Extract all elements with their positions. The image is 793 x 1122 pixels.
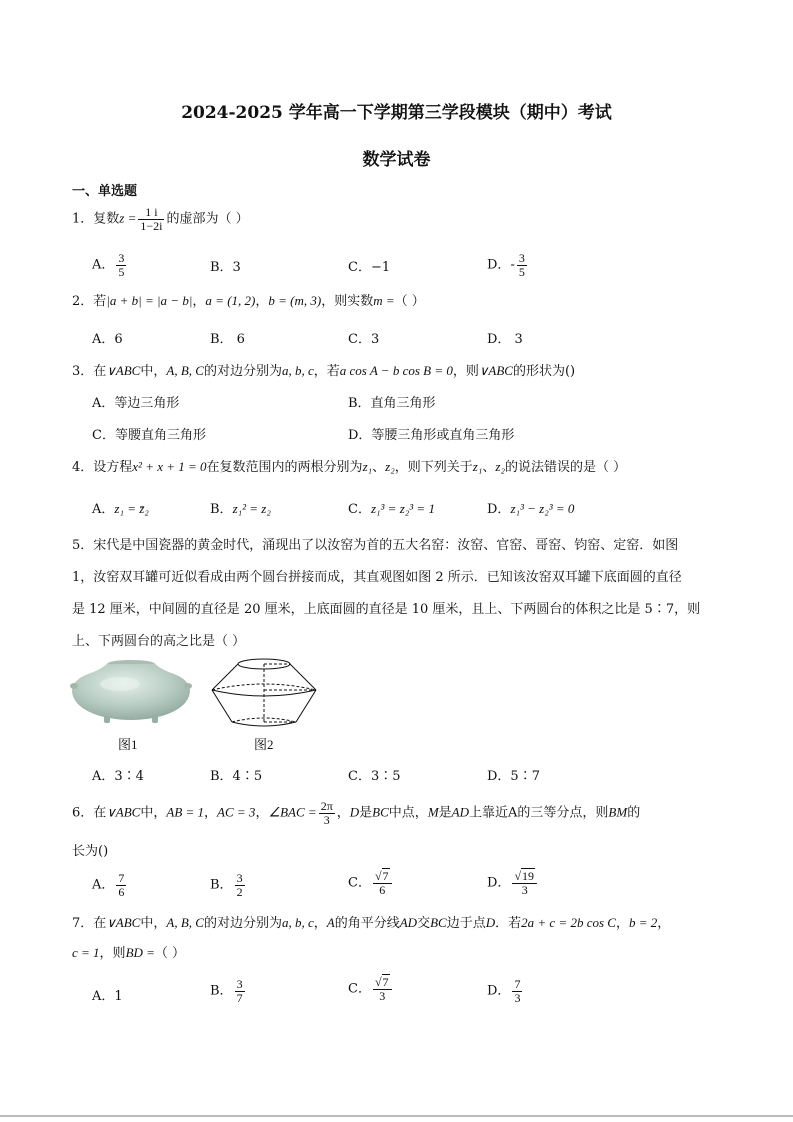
q2-vector-a: a = (1, 2): [205, 293, 256, 308]
radicand: 7: [382, 869, 389, 883]
page-bottom-divider: [0, 1115, 793, 1117]
q1-z: z =: [119, 210, 137, 226]
question-7: [72, 912, 670, 931]
q6-triangle: ∨ABC: [106, 804, 141, 820]
option-label: B．: [210, 983, 233, 999]
q7-triangle: ∨ABC: [106, 915, 141, 930]
q7-a: A: [326, 915, 335, 930]
numerator-root: √7: [373, 870, 392, 884]
q1-denominator: 1−2i: [140, 218, 163, 233]
q3-text: 的对边分别为: [203, 364, 282, 379]
q7-option-d[interactable]: [487, 978, 524, 1004]
q6-d-fraction: [512, 870, 537, 896]
section-heading: 一、单选题: [72, 184, 138, 199]
q4-text: ，则下列关于: [394, 460, 473, 475]
q6-text: 的: [627, 805, 641, 821]
option-math: z₁² = z₂: [232, 501, 271, 516]
numerator: 3: [518, 251, 525, 265]
q1-suffix: 的虚部为（ ）: [166, 211, 249, 227]
q5-option-b[interactable]: B．4∶5: [210, 769, 263, 784]
q4-z2: z₂: [495, 459, 505, 474]
q7-text: 交: [417, 916, 431, 931]
q1-option-d[interactable]: [487, 252, 529, 278]
numerator: 3: [236, 871, 243, 885]
q1-numerator: 1 i: [138, 206, 164, 220]
q1-option-b[interactable]: B．3: [210, 260, 241, 275]
q2-sep: ，: [255, 294, 269, 309]
q6-sep: ，: [336, 805, 350, 821]
q7-bc: BC: [430, 915, 447, 930]
q7-text: 中，: [140, 916, 167, 931]
question-6: [72, 800, 640, 826]
q6-text: 上靠近A的三等分点，则: [469, 805, 609, 821]
q7-sides: a, b, c: [281, 915, 314, 930]
q4-sep: 、: [482, 460, 496, 475]
minus-sign: -: [510, 257, 515, 273]
q7-b: b = 2: [628, 915, 658, 930]
denominator: 3: [379, 988, 386, 1003]
q2-expression: |a + b| = |a − b|: [106, 293, 193, 308]
q6-option-a[interactable]: [92, 872, 128, 898]
q3-text: 中，: [140, 364, 167, 379]
q6-angle-fraction: [319, 800, 335, 826]
q6-bm: BM: [608, 804, 628, 820]
q7-b-fraction: [235, 978, 245, 1004]
q6-a-fraction: [116, 872, 126, 898]
denominator: 5: [518, 264, 525, 279]
q4-prefix: 4．设方程: [72, 460, 133, 475]
q2-prefix: 2．若: [72, 294, 107, 309]
q2-option-c[interactable]: C．3: [348, 332, 380, 347]
q6-prefix: 6．在: [72, 805, 107, 821]
q3-text: ，若: [313, 364, 340, 379]
denominator: 5: [118, 264, 125, 279]
q4-option-a[interactable]: [92, 498, 149, 517]
denominator: 2: [236, 884, 243, 899]
denominator: 6: [379, 882, 386, 897]
denominator: 3: [521, 882, 528, 897]
q5-line-2: 1，汝窑双耳罐可近似看成由两个圆台拼接而成，其直观图如图 2 所示．已知该汝窑双耳罐下底面圆的直径: [72, 570, 682, 585]
q4-suffix: 的说法错误的是（ ）: [504, 460, 627, 475]
q4-option-c[interactable]: [348, 498, 435, 517]
option-label: D．: [487, 875, 511, 891]
q2-option-a[interactable]: A．6: [92, 332, 123, 347]
question-3: [72, 360, 575, 379]
option-label: A．: [92, 257, 115, 273]
q1-d-fraction: [517, 252, 527, 278]
numerator-root: √19: [512, 870, 537, 884]
q6-bc: BC: [372, 804, 389, 820]
q5-option-d[interactable]: D．5∶7: [487, 769, 540, 784]
option-label: D．: [487, 257, 511, 273]
q3-option-d[interactable]: D．等腰三角形或直角三角形: [348, 428, 515, 443]
denominator: 7: [236, 990, 243, 1005]
q4-z1: z₁: [362, 459, 373, 474]
q6-angle: ∠BAC =: [268, 804, 317, 820]
q4-text: 在复数范围内的两根分别为: [206, 460, 363, 475]
q4-option-b[interactable]: [210, 498, 271, 517]
figure-2-frustum-diagram: [210, 656, 318, 728]
q5-line-1: 5．宋代是中国瓷器的黄金时代，涌现出了以汝窑为首的五大名窑：汝窑、官窑、哥窑、钧窑、定窑．如图: [72, 538, 679, 553]
q3-prefix: 3．在: [72, 364, 107, 379]
q7-text: ．若: [495, 916, 522, 931]
option-math: z₁³ = z₂³ = 1: [370, 501, 435, 516]
q5-option-a[interactable]: A．3∶4: [92, 769, 144, 784]
option-label: D．: [487, 983, 511, 999]
question-4: [72, 456, 626, 475]
option-label: A．: [92, 877, 115, 893]
option-label: D．: [487, 502, 511, 517]
figure-2-caption: 图2: [254, 737, 274, 752]
q2-sep: ，: [192, 294, 206, 309]
q6-sep: ，: [255, 805, 269, 821]
option-math: z₁ = z̄₂: [114, 501, 149, 516]
numerator: 7: [118, 871, 125, 885]
q6-d: D: [349, 804, 360, 820]
q1-a-fraction: [116, 252, 126, 278]
q7-text: 边于点: [446, 916, 486, 931]
q7-sep: ，: [313, 916, 327, 931]
denominator: 3: [323, 812, 330, 827]
q6-text: 中，: [140, 805, 167, 821]
q3-triangle: ∨ABC: [106, 363, 141, 378]
q6-text: 中点，: [388, 805, 428, 821]
q7-ad: AD: [399, 915, 418, 930]
q3-triangle: ∨ABC: [478, 363, 513, 378]
q3-option-a[interactable]: A．等边三角形: [92, 396, 180, 411]
q1-fraction: [138, 206, 164, 232]
q7-text: 的对边分别为: [203, 916, 282, 931]
radicand: 19: [522, 869, 535, 883]
q7-angles: A, B, C: [166, 915, 204, 930]
q5-option-c[interactable]: C．3∶5: [348, 769, 401, 784]
q3-suffix: 的形状为(): [512, 364, 576, 379]
q6-option-d[interactable]: [487, 870, 539, 896]
q2-vector-b: b = (m, 3): [268, 293, 322, 308]
option-label: B．: [210, 877, 233, 893]
q6-ad: AD: [451, 804, 470, 820]
q7-d-fraction: [512, 978, 522, 1004]
q7-d: D: [485, 915, 496, 930]
q3-option-b[interactable]: B．直角三角形: [348, 396, 436, 411]
q7-text: ，则: [99, 946, 126, 961]
option-label: C．: [348, 981, 371, 997]
q6-ab: AB = 1: [166, 804, 205, 820]
numerator: 3: [236, 977, 243, 991]
q6-ac: AC = 3: [217, 804, 256, 820]
q4-z2: z₂: [385, 459, 395, 474]
q3-condition: a cos A − b cos B = 0: [339, 363, 453, 378]
q7-sep: ，: [657, 916, 671, 931]
q3-text: ，则: [452, 364, 479, 379]
figure-1-vase-image: [70, 656, 192, 724]
option-label: A．: [92, 502, 115, 517]
option-math: z₁³ − z₂³ = 0: [510, 501, 575, 516]
denominator: 3: [514, 990, 521, 1005]
q6-text: 是: [359, 805, 373, 821]
q3-option-c[interactable]: C．等腰直角三角形: [92, 428, 206, 443]
q3-sides: a, b, c: [281, 363, 314, 378]
q6-b-fraction: [235, 872, 245, 898]
q4-sep: 、: [372, 460, 386, 475]
question-1: [72, 206, 249, 232]
q6-c-fraction: [373, 870, 392, 896]
q7-prefix: 7．在: [72, 916, 107, 931]
q6-option-c[interactable]: [348, 870, 394, 896]
q4-equation: x² + x + 1 = 0: [132, 459, 207, 474]
q2-suffix: （ ）: [394, 294, 425, 309]
option-label: C．: [348, 502, 371, 517]
q7-sep: ，: [615, 916, 629, 931]
q7-suffix: （ ）: [154, 946, 186, 961]
q6-option-b[interactable]: [210, 872, 247, 898]
numerator-root: √7: [373, 976, 392, 990]
q7-c-fraction: [373, 976, 392, 1002]
question-5: [72, 530, 728, 658]
denominator: 6: [118, 884, 125, 899]
q1-option-a[interactable]: [92, 252, 128, 278]
q2-option-b[interactable]: B． 6: [210, 332, 245, 347]
figure-1-caption: 图1: [118, 737, 138, 752]
exam-title: 2024-2025 学年高一下学期第三学段模块（期中）考试: [181, 103, 612, 123]
q6-m: M: [427, 804, 439, 820]
option-label: C．: [348, 875, 371, 891]
numerator: 3: [118, 251, 125, 265]
q5-line-4: 上、下两圆台的高之比是（ ）: [72, 634, 246, 649]
q6-text: 是: [438, 805, 452, 821]
numerator: 2π: [320, 799, 333, 813]
q6-sep: ，: [204, 805, 218, 821]
q7-option-b[interactable]: [210, 978, 247, 1004]
q2-m: m =: [373, 293, 395, 308]
q7-option-a[interactable]: A．1: [92, 989, 123, 1004]
q7-bd: BD =: [125, 945, 155, 960]
q6-line-2: 长为(): [72, 844, 109, 859]
question-2: [72, 290, 425, 309]
numerator: 7: [514, 977, 521, 991]
radicand: 7: [382, 975, 389, 989]
q7-condition: 2a + c = 2b cos C: [521, 915, 616, 930]
q4-option-d[interactable]: [487, 498, 574, 517]
q2-option-d[interactable]: D． 3: [487, 332, 523, 347]
q5-line-3: 是 12 厘米，中间圆的直径是 20 厘米，上底面圆的直径是 10 厘米，且上、下两圆台的体积之比是 5∶7，则: [72, 602, 701, 617]
option-label: B．: [210, 502, 233, 517]
exam-subtitle: 数学试卷: [362, 150, 431, 170]
q7-option-c[interactable]: [348, 976, 394, 1002]
q2-text: ，则实数: [321, 294, 374, 309]
q7-text: 的角平分线: [334, 916, 400, 931]
q1-prefix: 1．复数: [72, 211, 120, 227]
q7-c: c = 1: [72, 945, 100, 960]
q1-option-c[interactable]: C．−1: [348, 260, 391, 275]
q4-z1: z₁: [472, 459, 483, 474]
q3-angles: A, B, C: [166, 363, 204, 378]
q7-line-2: [72, 942, 185, 961]
